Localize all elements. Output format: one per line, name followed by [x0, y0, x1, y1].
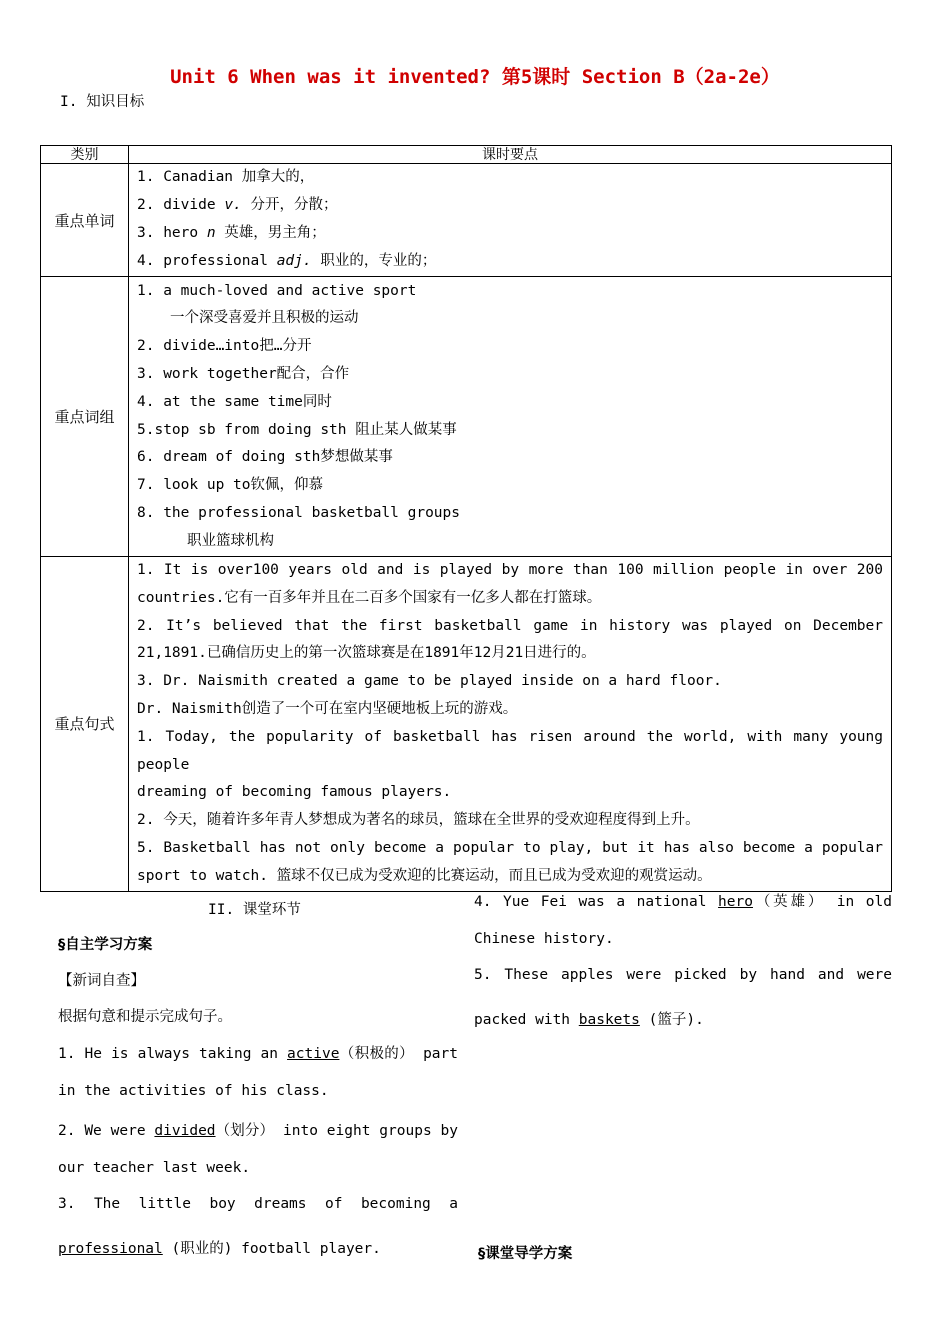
content-line: 2. divide v. 分开，分散；: [137, 197, 338, 214]
content-line: 2. 今天，随着许多年青人梦想成为著名的球员，篮球在全世界的受欢迎程度得到上升。: [137, 812, 700, 829]
header-category: 类别: [41, 146, 129, 164]
content-line: dreaming of becoming famous players.: [137, 784, 452, 801]
row-content: [129, 557, 892, 892]
content-line: sport to watch. 篮球不仅已成为受欢迎的比赛运动，而且已成为受欢迎的观赏运动。: [137, 867, 712, 884]
content-line: 一个深受喜爱并且积极的运动: [170, 310, 359, 327]
section-heading-class: II. 课堂环节: [208, 902, 301, 918]
row-category: 重点句式: [41, 557, 129, 892]
content-line: 2. It’s believed that the first basketball game in history was played on December: [137, 617, 883, 634]
content-line: 5.stop sb from doing sth 阻止某人做某事: [137, 421, 457, 438]
row-content: [129, 277, 892, 557]
row-content: [129, 164, 892, 277]
table-row: [41, 164, 892, 277]
exercise-item-2-cont: our teacher last week.: [58, 1160, 251, 1176]
content-line: 5. Basketball has not only become a popular to play, but it has also become a popular: [137, 839, 883, 856]
content-line: 8. the professional basketball groups: [137, 504, 461, 521]
content-line: 1. Canadian 加拿大的，: [137, 169, 315, 186]
exercise-item-3-cont: professional (职业的) football player.: [58, 1241, 381, 1257]
content-line: 3. hero n 英雄，男主角；: [137, 225, 326, 241]
table-header-row: [41, 146, 892, 164]
content-line: 6. dream of doing sth梦想做某事: [137, 449, 393, 466]
content-line: 4. at the same time同时: [137, 393, 332, 410]
table-row: [41, 277, 892, 557]
row-category: 重点词组: [41, 277, 129, 557]
row-category: 重点单词: [41, 164, 129, 277]
section-heading-knowledge: I. 知识目标: [60, 94, 145, 110]
table-row: [41, 557, 892, 892]
answer-professional: professional: [58, 1241, 163, 1257]
left-column: [58, 880, 458, 1280]
content-line: 1. It is over100 years old and is played by more than 100 million people in over 200: [137, 562, 883, 578]
answer-baskets: baskets: [578, 1012, 640, 1028]
answer-divided: divided: [154, 1123, 216, 1139]
answer-hero: hero: [718, 894, 753, 910]
exercise-item-1-cont: in the activities of his class.: [58, 1083, 329, 1099]
self-study-plan-title: §自主学习方案: [58, 937, 153, 953]
right-column: [474, 880, 892, 1280]
exercise-item-5: 5. These apples were picked by hand and were: [474, 967, 892, 983]
answer-active: active: [287, 1046, 340, 1062]
content-line: 1. Today, the popularity of basketball has risen around the world, with many young people: [137, 728, 883, 773]
guided-study-plan-title: §课堂导学方案: [478, 1246, 573, 1262]
page-title: Unit 6 When was it invented? 第5课时 Section B（2a-2e）: [170, 66, 780, 88]
content-line: Dr. Naismith创造了一个可在室内坚硬地板上玩的游戏。: [137, 700, 518, 717]
exercise-item-2: 2. We were divided（划分） into eight groups by: [58, 1123, 459, 1139]
content-line: 4. professional adj. 职业的，专业的；: [137, 252, 437, 269]
content-line: 7. look up to钦佩，仰慕: [137, 477, 323, 494]
content-line: 3. Dr. Naismith created a game to be played inside on a hard floor.: [137, 673, 722, 690]
exercise-item-3: 3. The little boy dreams of becoming a: [58, 1196, 458, 1212]
content-line: 21,1891.已确信历史上的第一次篮球赛是在1891年12月21日进行的。: [137, 645, 596, 662]
content-line: 职业篮球机构: [187, 532, 274, 549]
exercise-item-1: 1. He is always taking an active（积极的） part: [58, 1046, 458, 1062]
new-words-subtitle: 【新词自查】: [58, 973, 145, 989]
instruction-text: 根据句意和提示完成句子。: [58, 1009, 232, 1025]
exercise-item-4: 4. Yue Fei was a national hero（英雄） in old: [474, 894, 892, 910]
content-line: 2. divide…into把…分开: [137, 338, 312, 355]
knowledge-table: [40, 145, 892, 892]
exercise-item-5-cont: packed with baskets (篮子).: [474, 1012, 704, 1028]
content-line: countries.它有一百多年并且在二百多个国家有一亿多人都在打篮球。: [137, 589, 602, 606]
exercise-item-4-cont: Chinese history.: [474, 931, 614, 947]
content-line: 1. a much-loved and active sport: [137, 282, 417, 299]
content-line: 3. work together配合，合作: [137, 365, 350, 382]
header-points: 课时要点: [129, 146, 892, 164]
